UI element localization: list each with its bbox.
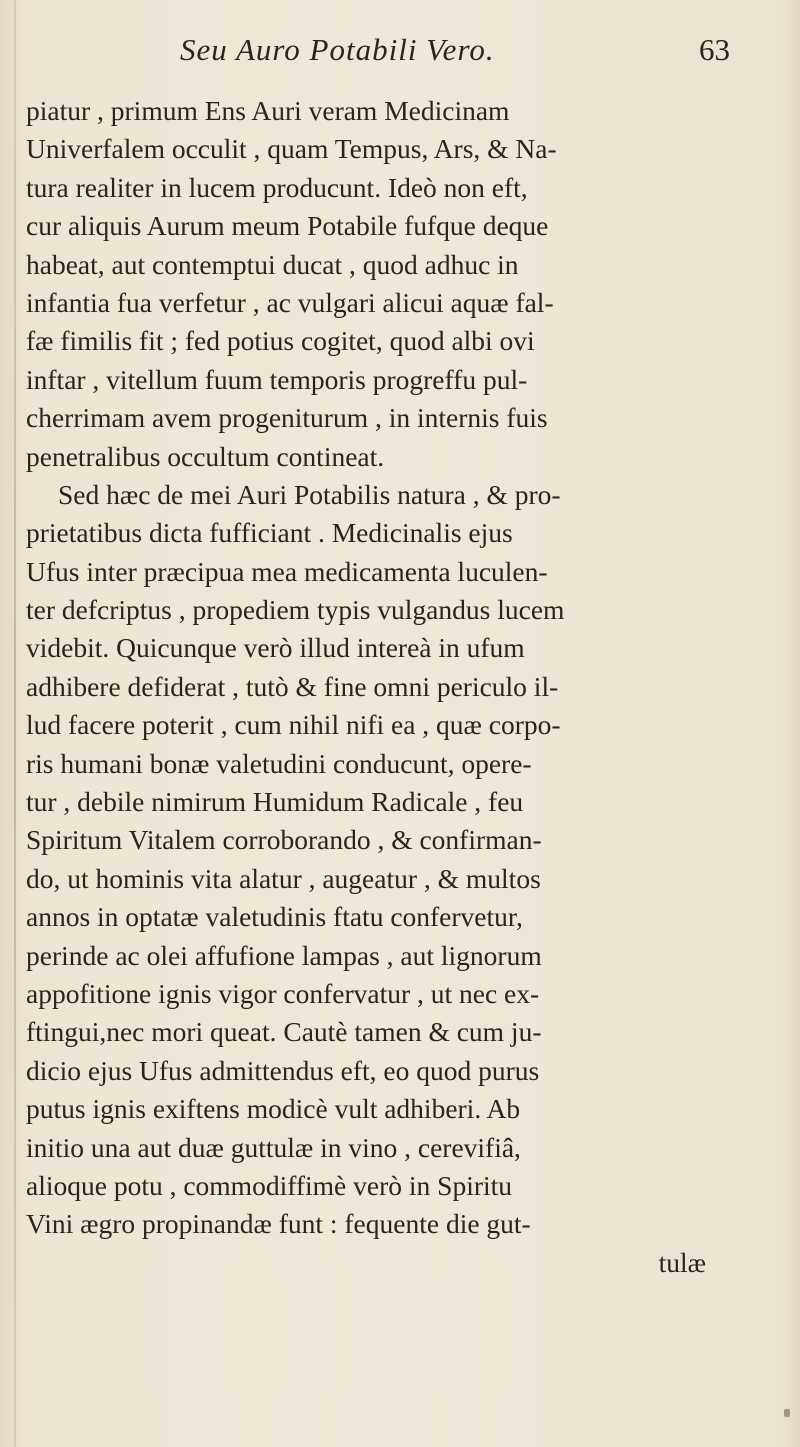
text-line: cherrimam avem progeniturum , in internis fuis xyxy=(26,402,548,434)
text-line: appofitione ignis vigor confervatur , ut nec ex- xyxy=(26,977,540,1009)
text-line: lud facere poterit , cum nihil nifi ea , quæ corpo- xyxy=(26,709,561,741)
text-line: Spiritum Vitalem corroborando , & confirman- xyxy=(26,824,542,856)
text-line: Sed hæc de mei Auri Potabilis natura , & pro- xyxy=(58,478,561,510)
body-text xyxy=(26,92,786,1282)
text-line: Vini ægro propinandæ funt : fequente die gut- xyxy=(26,1208,531,1240)
text-line: prietatibus dicta fufficiant . Medicinalis ejus xyxy=(26,517,513,549)
text-line: Ufus inter præcipua mea medicamenta luculen- xyxy=(26,555,548,587)
text-line: fæ fimilis fit ; fed potius cogitet, quod albi ovi xyxy=(26,325,535,357)
page-header xyxy=(60,32,740,72)
text-line: piatur , primum Ens Auri veram Medicinam xyxy=(26,95,510,126)
text-line: ter defcriptus , propediem typis vulgandus lucem xyxy=(26,594,565,626)
text-line: annos in optatæ valetudinis ftatu confervetur, xyxy=(26,901,523,933)
text-line: alioque potu , commodiffimè verò in Spiritu xyxy=(26,1169,513,1201)
text-line: tur , debile nimirum Humidum Radicale , feu xyxy=(26,786,524,818)
text-line: ris humani bonæ valetudini conducunt, opere- xyxy=(26,747,532,779)
text-line: cur aliquis Aurum meum Potabile fufque deque xyxy=(26,210,549,242)
text-line: perinde ac olei affufione lampas , aut lignorum xyxy=(26,939,542,971)
text-line: do, ut hominis vita alatur , augeatur , & multos xyxy=(26,862,541,894)
text-line: putus ignis exiftens modicè vult adhiberi. Ab xyxy=(26,1093,521,1125)
text-line: Univerfalem occulit , quam Tempus, Ars, & Na- xyxy=(26,133,557,165)
text-line: videbit. Quicunque verò illud intereà in ufum xyxy=(26,632,525,664)
text-line: habeat, aut contemptui ducat , quod adhuc in xyxy=(26,248,519,280)
text-line: dicio ejus Ufus admittendus eft, eo quod purus xyxy=(26,1054,540,1086)
text-line: ftingui,nec mori queat. Cautè tamen & cum ju- xyxy=(26,1016,542,1048)
page-gutter xyxy=(14,0,16,1447)
text-line: adhibere defiderat , tutò & fine omni periculo il- xyxy=(26,670,559,702)
running-title: Seu Auro Potabili Vero. xyxy=(180,32,495,67)
text-line: penetralibus occultum contineat. xyxy=(26,440,385,472)
text-line: tura realiter in lucem producunt. Ideò non eft, xyxy=(26,171,528,203)
text-line: initio una aut duæ guttulæ in vino , cerevifiâ, xyxy=(26,1131,521,1163)
text-line: infantia fua verfetur , ac vulgari alicui aquæ fal- xyxy=(26,286,554,318)
ink-smudge xyxy=(784,1409,790,1417)
catchword: tulæ xyxy=(658,1246,706,1278)
page-number: 63 xyxy=(699,32,730,67)
text-line: inftar , vitellum fuum temporis progreffu pul- xyxy=(26,363,528,395)
